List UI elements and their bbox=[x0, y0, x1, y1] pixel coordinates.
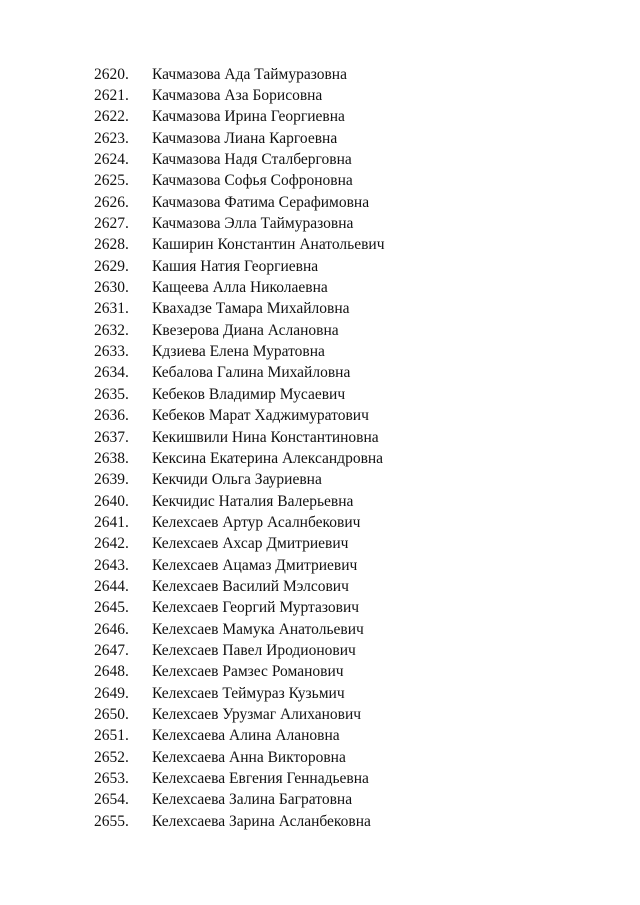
list-item bbox=[94, 235, 385, 256]
item-number: 2625. bbox=[94, 172, 129, 190]
list-item bbox=[94, 534, 385, 555]
list-item bbox=[94, 470, 385, 491]
person-name: Келехсаев Мамука Анатольевич bbox=[152, 620, 364, 638]
list-item bbox=[94, 640, 385, 661]
person-name: Кащеева Алла Николаевна bbox=[152, 279, 328, 297]
item-number: 2649. bbox=[94, 684, 129, 702]
list-item bbox=[94, 320, 385, 341]
item-number: 2650. bbox=[94, 705, 129, 723]
person-name: Качмазова Надя Сталберговна bbox=[152, 151, 352, 169]
item-number: 2648. bbox=[94, 663, 129, 681]
list-item bbox=[94, 128, 385, 149]
person-name: Келехсаев Георгий Муртазович bbox=[152, 599, 360, 617]
list-item bbox=[94, 662, 385, 683]
person-name: Келехсаева Анна Викторовна bbox=[152, 748, 346, 766]
list-item bbox=[94, 683, 385, 704]
list-item bbox=[94, 726, 385, 747]
person-name: Келехсаев Рамзес Романович bbox=[152, 663, 344, 681]
item-number: 2640. bbox=[94, 492, 129, 510]
person-name: Качмазова Элла Таймуразовна bbox=[152, 215, 354, 233]
list-item bbox=[94, 107, 385, 128]
item-number: 2646. bbox=[94, 620, 129, 638]
person-name: Каширин Константин Анатольевич bbox=[152, 236, 385, 254]
item-number: 2621. bbox=[94, 87, 129, 105]
item-number: 2629. bbox=[94, 257, 129, 275]
list-item bbox=[94, 171, 385, 192]
item-number: 2641. bbox=[94, 513, 129, 531]
item-number: 2634. bbox=[94, 364, 129, 382]
item-number: 2654. bbox=[94, 791, 129, 809]
person-name: Качмазова Софья Софроновна bbox=[152, 172, 353, 190]
item-number: 2645. bbox=[94, 599, 129, 617]
person-name: Келехсаев Урузмаг Алиханович bbox=[152, 705, 362, 723]
list-item bbox=[94, 363, 385, 384]
list-item bbox=[94, 768, 385, 789]
person-name: Келехсаева Зарина Асланбековна bbox=[152, 812, 371, 830]
person-name: Келехсаев Ахсар Дмитриевич bbox=[152, 535, 349, 553]
list-item bbox=[94, 149, 385, 170]
item-number: 2639. bbox=[94, 471, 129, 489]
name-list bbox=[94, 64, 385, 832]
list-item bbox=[94, 576, 385, 597]
list-item bbox=[94, 427, 385, 448]
item-number: 2633. bbox=[94, 343, 129, 361]
person-name: Кебеков Владимир Мусаевич bbox=[152, 385, 346, 403]
item-number: 2651. bbox=[94, 727, 129, 745]
item-number: 2626. bbox=[94, 193, 129, 211]
person-name: Келехсаева Алина Алановна bbox=[152, 727, 340, 745]
list-item bbox=[94, 598, 385, 619]
list-item bbox=[94, 448, 385, 469]
person-name: Кекчиди Ольга Зауриевна bbox=[152, 471, 322, 489]
list-item bbox=[94, 213, 385, 234]
item-number: 2644. bbox=[94, 577, 129, 595]
list-item bbox=[94, 790, 385, 811]
person-name: Келехсаев Артур Асалнбекович bbox=[152, 513, 361, 531]
list-item bbox=[94, 704, 385, 725]
person-name: Кекчидис Наталия Валерьевна bbox=[152, 492, 354, 510]
list-item bbox=[94, 747, 385, 768]
item-number: 2638. bbox=[94, 449, 129, 467]
list-item bbox=[94, 555, 385, 576]
item-number: 2632. bbox=[94, 321, 129, 339]
person-name: Келехсаева Евгения Геннадьевна bbox=[152, 770, 369, 788]
person-name: Кексина Екатерина Александровна bbox=[152, 449, 384, 467]
item-number: 2624. bbox=[94, 151, 129, 169]
person-name: Келехсаев Ацамаз Дмитриевич bbox=[152, 556, 358, 574]
item-number: 2647. bbox=[94, 641, 129, 659]
list-item bbox=[94, 85, 385, 106]
person-name: Качмазова Лиана Каргоевна bbox=[152, 129, 338, 147]
item-number: 2630. bbox=[94, 279, 129, 297]
list-item bbox=[94, 299, 385, 320]
item-number: 2620. bbox=[94, 65, 129, 83]
list-item bbox=[94, 384, 385, 405]
item-number: 2627. bbox=[94, 215, 129, 233]
list-item bbox=[94, 277, 385, 298]
list-item bbox=[94, 491, 385, 512]
list-item bbox=[94, 406, 385, 427]
person-name: Кебалова Галина Михайловна bbox=[152, 364, 351, 382]
person-name: Келехсаев Василий Мэлсович bbox=[152, 577, 349, 595]
person-name: Квезерова Диана Аслановна bbox=[152, 321, 339, 339]
person-name: Качмазова Аза Борисовна bbox=[152, 87, 323, 105]
item-number: 2655. bbox=[94, 812, 129, 830]
person-name: Кдзиева Елена Муратовна bbox=[152, 343, 325, 361]
person-name: Качмазова Ада Таймуразовна bbox=[152, 65, 347, 83]
person-name: Качмазова Ирина Георгиевна bbox=[152, 108, 345, 126]
item-number: 2643. bbox=[94, 556, 129, 574]
list-item bbox=[94, 619, 385, 640]
item-number: 2653. bbox=[94, 770, 129, 788]
list-item bbox=[94, 64, 385, 85]
item-number: 2635. bbox=[94, 385, 129, 403]
person-name: Келехсаева Залина Багратовна bbox=[152, 791, 353, 809]
person-name: Качмазова Фатима Серафимовна bbox=[152, 193, 370, 211]
person-name: Квахадзе Тамара Михайловна bbox=[152, 300, 350, 318]
list-item bbox=[94, 811, 385, 832]
item-number: 2628. bbox=[94, 236, 129, 254]
item-number: 2652. bbox=[94, 748, 129, 766]
list-item bbox=[94, 341, 385, 362]
person-name: Келехсаев Теймураз Кузьмич bbox=[152, 684, 345, 702]
list-item bbox=[94, 512, 385, 533]
list-item bbox=[94, 192, 385, 213]
item-number: 2636. bbox=[94, 407, 129, 425]
item-number: 2622. bbox=[94, 108, 129, 126]
person-name: Кебеков Марат Хаджимуратович bbox=[152, 407, 369, 425]
item-number: 2623. bbox=[94, 129, 129, 147]
item-number: 2642. bbox=[94, 535, 129, 553]
person-name: Кашия Натия Георгиевна bbox=[152, 257, 319, 275]
person-name: Келехсаев Павел Иродионович bbox=[152, 641, 356, 659]
item-number: 2637. bbox=[94, 428, 129, 446]
item-number: 2631. bbox=[94, 300, 129, 318]
person-name: Кекишвили Нина Константиновна bbox=[152, 428, 379, 446]
list-item bbox=[94, 256, 385, 277]
